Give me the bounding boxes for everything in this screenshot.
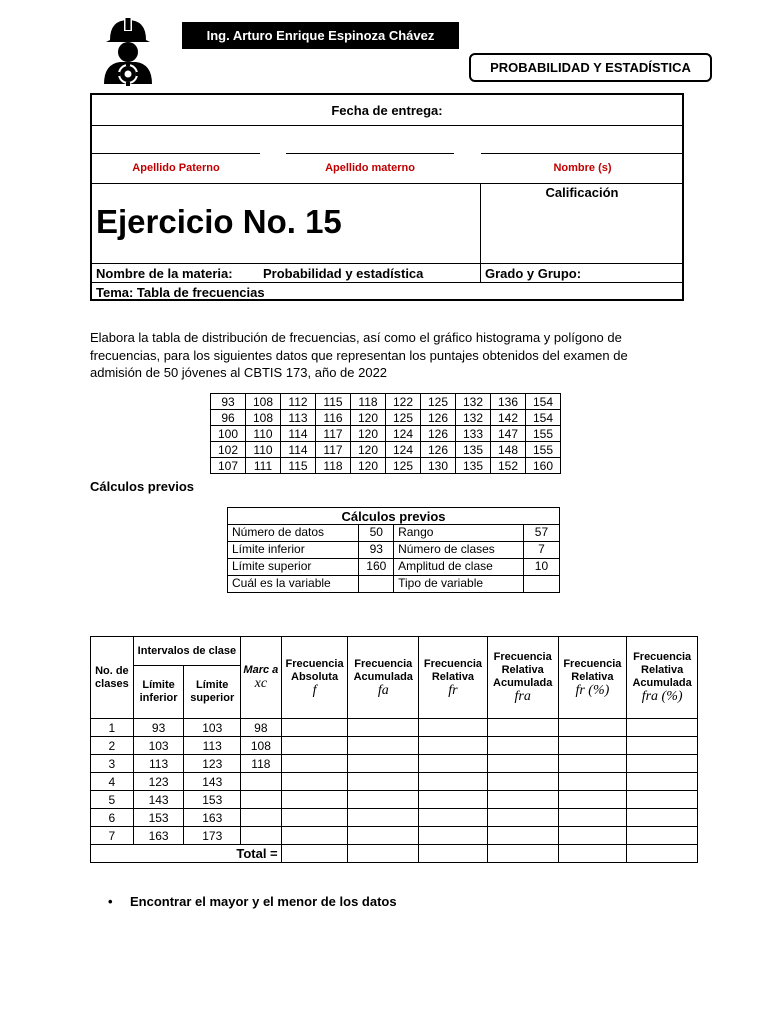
- freq-input-cell[interactable]: [281, 827, 348, 845]
- freq-input-cell[interactable]: [419, 827, 488, 845]
- data-cell: 126: [421, 410, 456, 426]
- data-row: [211, 458, 561, 474]
- calc-table-title: Cálculos previos: [228, 508, 560, 525]
- freq-input-cell[interactable]: [487, 791, 558, 809]
- freq-input-cell[interactable]: [627, 719, 698, 737]
- data-cell: 111: [246, 458, 281, 474]
- author-name: Ing. Arturo Enrique Espinoza Chávez: [182, 22, 459, 49]
- bullet-item: • Encontrar el mayor y el menor de los datos: [108, 894, 397, 909]
- frec-rel-acum-pct-label: Frecuencia Relativa Acumulada: [632, 651, 692, 689]
- data-cell: 125: [386, 458, 421, 474]
- upper-limit: 123: [184, 755, 241, 773]
- apellido-paterno-label: Apellido Paterno: [132, 162, 220, 174]
- freq-input-cell[interactable]: [487, 737, 558, 755]
- col-intervalos: Intervalos de clase: [133, 637, 240, 666]
- data-cell: 115: [281, 458, 316, 474]
- freq-input-cell[interactable]: [281, 737, 348, 755]
- frec-acum-symbol: fa: [377, 682, 389, 698]
- freq-row: [91, 809, 698, 827]
- class-mark[interactable]: [241, 827, 282, 845]
- data-cell: 147: [491, 426, 526, 442]
- lower-limit: 93: [133, 719, 184, 737]
- calc-value[interactable]: [523, 576, 559, 593]
- calc-value[interactable]: 160: [359, 559, 394, 576]
- data-cell: 110: [246, 442, 281, 458]
- freq-input-cell[interactable]: [487, 719, 558, 737]
- freq-input-cell[interactable]: [627, 809, 698, 827]
- instructions-text: Elabora la tabla de distribución de frecuencias, así como el gráfico histograma y polígono de frecuencias, para los siguientes datos que representan los puntajes obtenidos del examen de admisión de 50 jóvenes al CBTIS 173, año de 2022: [90, 330, 628, 380]
- freq-input-cell[interactable]: [558, 827, 627, 845]
- lower-limit: 153: [133, 809, 184, 827]
- col-marca: [241, 637, 282, 719]
- subject-name-label: Nombre de la materia:: [96, 266, 233, 281]
- data-cell: 120: [351, 410, 386, 426]
- class-mark[interactable]: 118: [241, 755, 282, 773]
- nombre-label: Nombre (s): [553, 162, 612, 174]
- subject-name-value: Probabilidad y estadística: [263, 266, 424, 281]
- freq-input-cell[interactable]: [348, 737, 419, 755]
- data-cell: 155: [526, 426, 561, 442]
- frec-rel-pct-symbol: fr (%): [575, 682, 610, 698]
- second-surname-line[interactable]: [286, 153, 454, 154]
- scores-data-table: [210, 393, 561, 474]
- freq-input-cell[interactable]: [348, 809, 419, 827]
- data-cell: 155: [526, 442, 561, 458]
- freq-input-cell[interactable]: [348, 773, 419, 791]
- freq-input-cell[interactable]: [281, 719, 348, 737]
- freq-input-cell[interactable]: [487, 827, 558, 845]
- freq-input-cell[interactable]: [419, 719, 488, 737]
- name-line[interactable]: [481, 153, 684, 154]
- data-cell: 117: [316, 442, 351, 458]
- data-cell: 132: [456, 394, 491, 410]
- class-mark[interactable]: [241, 773, 282, 791]
- data-row: [211, 394, 561, 410]
- freq-input-cell[interactable]: [627, 773, 698, 791]
- data-cell: 107: [211, 458, 246, 474]
- data-cell: 160: [526, 458, 561, 474]
- col-frec-acum: [348, 637, 419, 719]
- engineer-gear-icon: [100, 14, 156, 88]
- calc-value[interactable]: 57: [523, 525, 559, 542]
- calc-label: Límite inferior: [228, 542, 359, 559]
- freq-input-cell[interactable]: [627, 755, 698, 773]
- apellido-materno-label: Apellido materno: [325, 162, 415, 174]
- data-cell: 152: [491, 458, 526, 474]
- frec-abs-label: Frecuencia Absoluta: [285, 657, 344, 683]
- calc-label: Tipo de variable: [394, 576, 524, 593]
- freq-row: [91, 827, 698, 845]
- calc-row: [228, 525, 560, 542]
- frequency-table: [90, 636, 698, 863]
- data-cell: 100: [211, 426, 246, 442]
- data-cell: 116: [316, 410, 351, 426]
- lower-limit: 103: [133, 737, 184, 755]
- col-lim-inf: Límite inferior: [133, 666, 184, 719]
- data-cell: 122: [386, 394, 421, 410]
- data-cell: 154: [526, 394, 561, 410]
- freq-input-cell[interactable]: [419, 755, 488, 773]
- data-cell: 126: [421, 442, 456, 458]
- frec-rel-label: Frecuencia Relativa: [423, 657, 483, 683]
- class-number: 1: [91, 719, 134, 737]
- data-cell: 148: [491, 442, 526, 458]
- frec-abs-symbol: f: [312, 682, 317, 698]
- freq-input-cell[interactable]: [558, 809, 627, 827]
- data-row: [211, 410, 561, 426]
- class-number: 3: [91, 755, 134, 773]
- upper-limit: 113: [184, 737, 241, 755]
- data-cell: 136: [491, 394, 526, 410]
- freq-input-cell[interactable]: [348, 719, 419, 737]
- upper-limit: 103: [184, 719, 241, 737]
- data-cell: 130: [421, 458, 456, 474]
- class-number: 7: [91, 827, 134, 845]
- grade-group-label: Grado y Grupo:: [485, 266, 582, 281]
- bullet-text: Encontrar el mayor y el menor de los datos: [130, 894, 397, 909]
- calc-label: Amplitud de clase: [394, 559, 524, 576]
- freq-input-cell[interactable]: [558, 719, 627, 737]
- data-cell: 142: [491, 410, 526, 426]
- data-cell: 124: [386, 442, 421, 458]
- freq-input-cell[interactable]: [419, 809, 488, 827]
- data-cell: 124: [386, 426, 421, 442]
- col-lim-sup: Límite superior: [184, 666, 241, 719]
- marca-symbol: xc: [254, 676, 268, 691]
- calc-value[interactable]: 50: [359, 525, 394, 542]
- freq-row: [91, 773, 698, 791]
- data-cell: 102: [211, 442, 246, 458]
- frec-rel-acum-pct-symbol: fra (%): [641, 689, 683, 704]
- upper-limit: 143: [184, 773, 241, 791]
- upper-limit: 173: [184, 827, 241, 845]
- col-no-clases: No. de clases: [91, 637, 134, 719]
- frec-rel-acum-symbol: fra: [514, 689, 531, 704]
- calc-label: Número de datos: [228, 525, 359, 542]
- data-cell: 132: [456, 410, 491, 426]
- data-cell: 118: [351, 394, 386, 410]
- freq-input-cell[interactable]: [281, 773, 348, 791]
- data-cell: 115: [316, 394, 351, 410]
- freq-input-cell[interactable]: [419, 773, 488, 791]
- calculations-table: [227, 507, 560, 593]
- data-cell: 117: [316, 426, 351, 442]
- freq-input-cell[interactable]: [487, 773, 558, 791]
- data-cell: 120: [351, 458, 386, 474]
- freq-input-cell[interactable]: [281, 809, 348, 827]
- calc-row: [228, 542, 560, 559]
- data-cell: 135: [456, 458, 491, 474]
- freq-input-cell[interactable]: [281, 755, 348, 773]
- calc-label: Rango: [394, 525, 524, 542]
- data-cell: 113: [281, 410, 316, 426]
- class-mark[interactable]: 108: [241, 737, 282, 755]
- class-number: 4: [91, 773, 134, 791]
- frec-rel-symbol: fr: [448, 682, 458, 698]
- data-cell: 125: [386, 410, 421, 426]
- data-cell: 114: [281, 426, 316, 442]
- data-cell: 120: [351, 426, 386, 442]
- data-cell: 96: [211, 410, 246, 426]
- surname-line[interactable]: [92, 153, 260, 154]
- freq-input-cell[interactable]: [348, 827, 419, 845]
- calc-section-label: Cálculos previos: [90, 479, 195, 494]
- data-cell: 120: [351, 442, 386, 458]
- frec-rel-acum-label: Frecuencia Relativa Acumulada: [493, 651, 553, 689]
- freq-row: [91, 791, 698, 809]
- class-number: 5: [91, 791, 134, 809]
- class-number: 6: [91, 809, 134, 827]
- data-cell: 93: [211, 394, 246, 410]
- col-frec-rel: [419, 637, 488, 719]
- data-row: [211, 442, 561, 458]
- freq-row: [91, 737, 698, 755]
- total-cell[interactable]: [281, 845, 348, 863]
- calc-label: Límite superior: [228, 559, 359, 576]
- calc-row: [228, 559, 560, 576]
- upper-limit: 153: [184, 791, 241, 809]
- freq-row: [91, 755, 698, 773]
- freq-input-cell[interactable]: [348, 791, 419, 809]
- total-label: Total =: [91, 845, 282, 863]
- class-mark[interactable]: [241, 791, 282, 809]
- data-cell: 114: [281, 442, 316, 458]
- data-cell: 118: [316, 458, 351, 474]
- data-cell: 112: [281, 394, 316, 410]
- calc-row: [228, 576, 560, 593]
- data-cell: 154: [526, 410, 561, 426]
- class-number: 2: [91, 737, 134, 755]
- calc-label: Cuál es la variable: [228, 576, 359, 593]
- data-cell: 133: [456, 426, 491, 442]
- freq-input-cell[interactable]: [348, 755, 419, 773]
- freq-input-cell[interactable]: [558, 755, 627, 773]
- data-row: [211, 426, 561, 442]
- data-cell: 125: [421, 394, 456, 410]
- student-info-form: [90, 93, 684, 301]
- lower-limit: 123: [133, 773, 184, 791]
- freq-input-cell[interactable]: [627, 791, 698, 809]
- grade-label: Calificación: [545, 185, 619, 200]
- class-mark[interactable]: [241, 809, 282, 827]
- lower-limit: 143: [133, 791, 184, 809]
- col-frec-rel-acum-pct: [627, 637, 698, 719]
- col-frec-rel-pct: [558, 637, 627, 719]
- lower-limit: 163: [133, 827, 184, 845]
- calc-value[interactable]: 93: [359, 542, 394, 559]
- lower-limit: 113: [133, 755, 184, 773]
- data-cell: 135: [456, 442, 491, 458]
- upper-limit: 163: [184, 809, 241, 827]
- subject-badge: PROBABILIDAD Y ESTADÍSTICA: [469, 53, 712, 82]
- marca-label: Marc a: [243, 664, 279, 676]
- data-cell: 126: [421, 426, 456, 442]
- freq-input-cell[interactable]: [558, 791, 627, 809]
- frec-acum-label: Frecuencia Acumulada: [353, 657, 413, 683]
- freq-input-cell[interactable]: [558, 737, 627, 755]
- frec-rel-pct-label: Frecuencia Relativa: [563, 657, 622, 683]
- class-mark[interactable]: 98: [241, 719, 282, 737]
- data-cell: 110: [246, 426, 281, 442]
- calc-value[interactable]: 10: [523, 559, 559, 576]
- freq-input-cell[interactable]: [487, 755, 558, 773]
- freq-row: [91, 719, 698, 737]
- col-frec-rel-acum: [487, 637, 558, 719]
- col-frec-abs: [281, 637, 348, 719]
- freq-input-cell[interactable]: [487, 809, 558, 827]
- calc-value[interactable]: 7: [523, 542, 559, 559]
- exercise-title: Ejercicio No. 15: [96, 203, 342, 240]
- freq-input-cell[interactable]: [627, 737, 698, 755]
- freq-input-cell[interactable]: [627, 827, 698, 845]
- freq-input-cell[interactable]: [281, 791, 348, 809]
- calc-label: Número de clases: [394, 542, 524, 559]
- topic-label: Tema: Tabla de frecuencias: [96, 285, 265, 300]
- freq-input-cell[interactable]: [558, 773, 627, 791]
- freq-input-cell[interactable]: [419, 791, 488, 809]
- delivery-date-label: Fecha de entrega:: [92, 95, 682, 126]
- calc-value[interactable]: [359, 576, 394, 593]
- data-cell: 108: [246, 394, 281, 410]
- freq-input-cell[interactable]: [419, 737, 488, 755]
- data-cell: 108: [246, 410, 281, 426]
